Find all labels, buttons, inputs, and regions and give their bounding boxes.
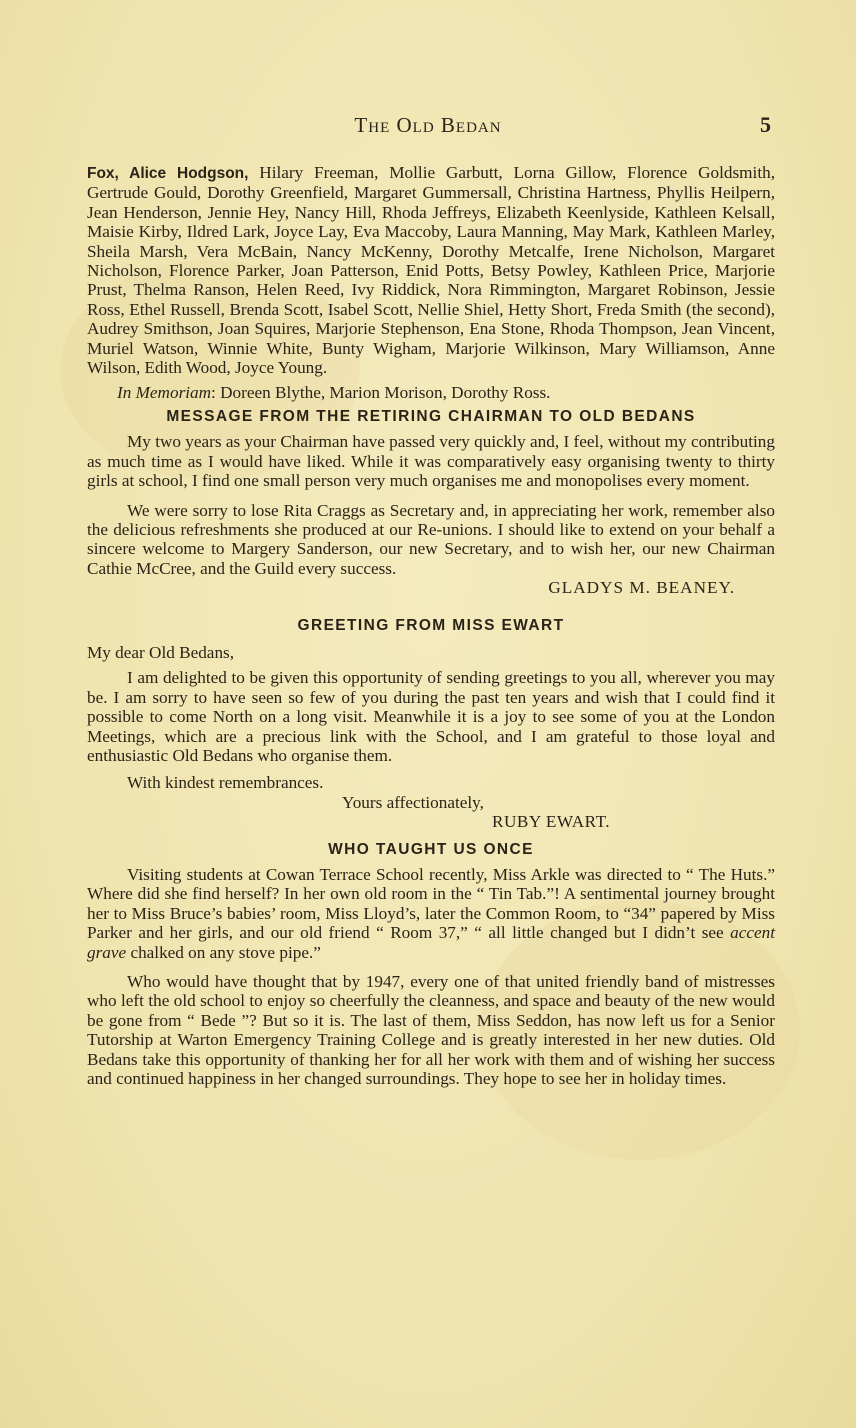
accent-grave-phrase: accent grave: [87, 923, 775, 962]
ewart-salutation: My dear Old Bedans,: [87, 642, 235, 662]
chairman-paragraph: We were sorry to lose Rita Craggs as Secretary and, in appreciating her work, remember also the delicious refreshments she produced at our Re-unions. I should like to extend on your behalf a sincere welcome to Margery Sanderson, our new Secretary, and to wish her, our new Chairman Cathie McCree, and the Guild every success.: [87, 500, 775, 578]
members-names: Hilary Freeman, Mollie Garbutt, Lorna Gillow, Florence Goldsmith, Gertrude Gould, Dorothy Greenfield, Margaret Gummersall, Christina Hartness, Phyllis Heilpern, Jean Henderson, Jennie Hey, Nancy Hill, Rhoda Jeffreys, Elizabeth Keenlyside, Kathleen Kelsall, Maisie Kirby, Ildred Lark, Joyce Lay, Eva Maccoby, Laura Manning, May Mark, Kathleen Marley, Sheila Marsh, Vera McBain, Nancy McKenny, Dorothy Metcalfe, Irene Nicholson, Margaret Nicholson, Florence Parker, Joan Patterson, Enid Potts, Betsy Powley, Kathleen Price, Marjorie Prust, Thelma Ranson, Helen Reed, Ivy Riddick, Nora Rimmington, Margaret Robinson, Jessie Ross, Ethel Russell, Brenda Scott, Isabel Scott, Nellie Shiel, Hetty Short, Freda Smith (the second), Audrey Smithson, Joan Squires, Marjorie Stephenson, Ena Stone, Rhoda Thompson, Jean Vincent, Muriel Watson, Winnie White, Bunty Wigham, Marjorie Wilkinson, Mary Williamson, Anne Wilson, Edith Wood, Joyce Young.: [87, 163, 775, 378]
chairman-signature: GLADYS M. BEANEY.: [548, 578, 735, 598]
running-title: The Old Bedan: [354, 113, 502, 137]
ewart-valediction: Yours affectionately,: [342, 792, 484, 812]
in-memoriam: [87, 383, 775, 402]
page-number: 5: [760, 112, 771, 137]
ewart-closing: With kindest remembrances.: [127, 773, 324, 793]
who-taught-paragraph-1: [87, 865, 775, 962]
ewart-signature: RUBY EWART.: [492, 812, 611, 832]
in-memoriam-names: : Doreen Blythe, Marion Morison, Dorothy Ross.: [211, 383, 551, 403]
who-taught-text: Visiting students at Cowan Terrace School recently, Miss Arkle was directed to “ The Huts.” Where did she find herself? In her own old room in the “ Tin Tab.”! A sentimental journey brought her to Miss Bruce’s babies’ room, Miss Lloyd’s, later the Common Room, to “34” papered by Miss Parker and her girls, and our old friend “ Room 37,” “ all little changed but I didn’t see: [87, 865, 775, 943]
members-lead-names: Fox, Alice Hodgson,: [87, 165, 249, 182]
ewart-greeting-heading: GREETING FROM MISS EWART: [297, 616, 565, 634]
who-taught-text: chalked on any stove pipe.”: [126, 942, 321, 962]
who-taught-heading: WHO TAUGHT US ONCE: [328, 840, 534, 858]
members-list: [87, 163, 775, 377]
who-taught-paragraph-2: Who would have thought that by 1947, every one of that united friendly band of mistresses who left the old school to enjoy so cheerfully the cleanness, and space and beauty of the new would be gone from “ Bede ”? But so it is. The last of them, Miss Seddon, has now left us for a Senior Tutorship at Warton Emergency Training College and is greatly interested in her new duties. Old Bedans take this opportunity of thanking her for all her work with them and of wishing her success and continued happiness in her changed surroundings. They hope to see her in holiday times.: [87, 972, 775, 1089]
in-memoriam-label: In Memoriam: [117, 383, 212, 403]
chairman-message-heading: MESSAGE FROM THE RETIRING CHAIRMAN TO OLD BEDANS: [166, 407, 696, 425]
chairman-paragraph: My two years as your Chairman have passed very quickly and, I feel, without my contributing as much time as I would have liked. While it was comparatively easy organising twenty to thirty girls at school, I find one small person very much organises me and monopolises every moment.: [87, 432, 775, 491]
ewart-paragraph: I am delighted to be given this opportunity of sending greetings to you all, wherever you may be. I am sorry to have seen so few of you during the past ten years and wish that I could find it possible to come North on a long visit. Meanwhile it is a joy to see some of you at the London Meetings, which are a precious link with the School, and I am grateful to those loyal and enthusiastic Old Bedans who organise them.: [87, 668, 775, 765]
article-body: [87, 163, 775, 1088]
